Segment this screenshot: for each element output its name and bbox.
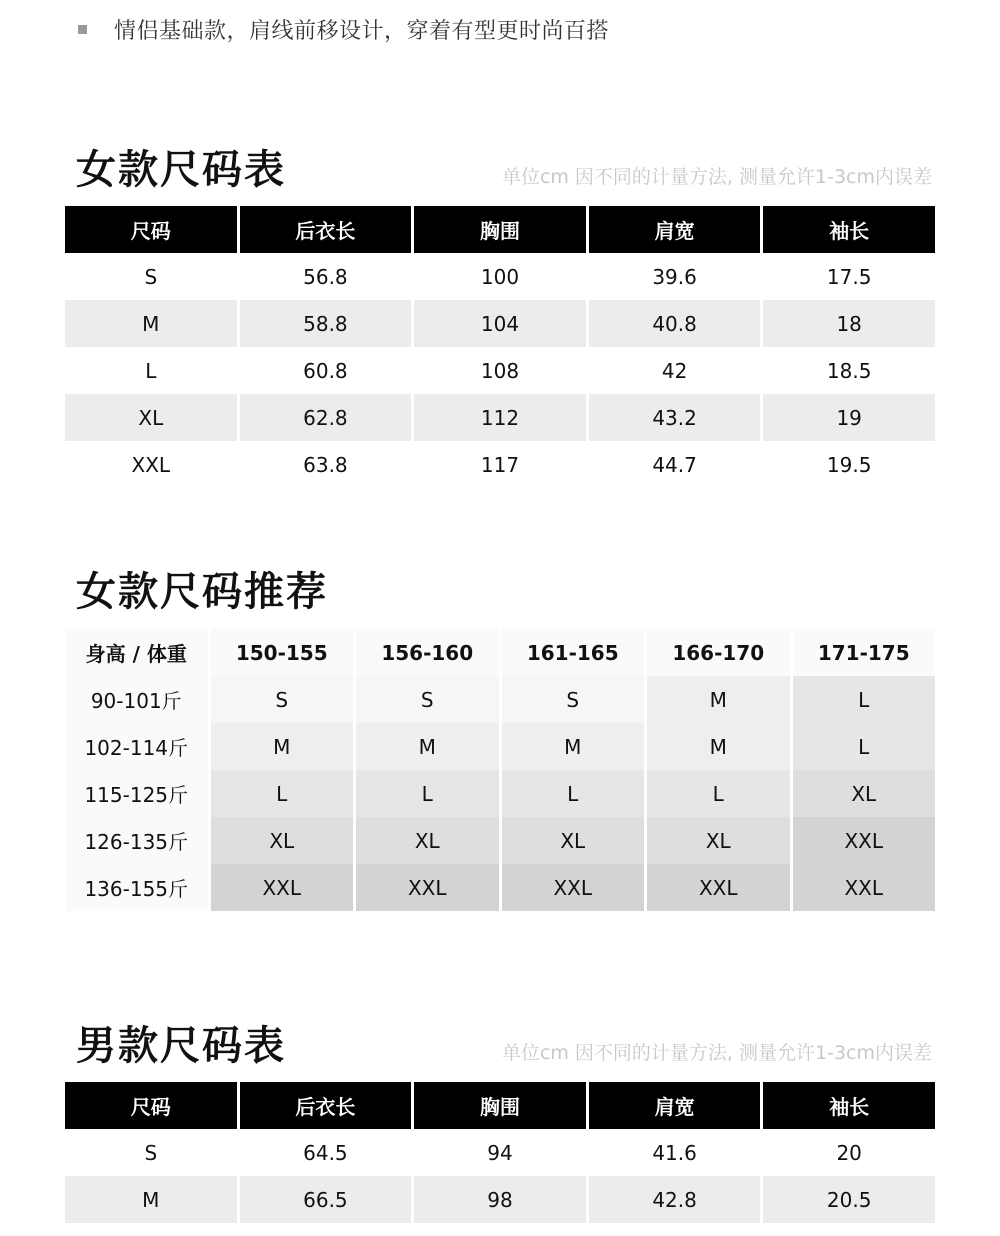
feature-text: 情侣基础款，肩线前移设计，穿着有型更时尚百搭	[114, 19, 610, 44]
size-cell: L	[793, 723, 936, 770]
size-cell: M	[647, 723, 790, 770]
header-sleeve: 袖长	[763, 1082, 935, 1129]
table-cell: 63.8	[303, 452, 348, 477]
header-length: 后衣长	[240, 206, 412, 253]
women-size-note: 单位cm 因不同的计量方法, 测量允许1-3cm内误差	[501, 166, 932, 188]
men-size-title: 男款尺码表	[76, 1023, 286, 1069]
table-row	[65, 770, 935, 817]
table-header-row	[65, 1082, 935, 1129]
header-shoulder: 肩宽	[589, 1082, 761, 1129]
table-header-row	[65, 206, 935, 253]
table-cell: 43.2	[589, 394, 761, 441]
table-cell: 40.8	[589, 300, 761, 347]
table-cell: 94	[487, 1140, 513, 1165]
size-cell: L	[211, 770, 354, 817]
header-height-range: 166-170	[647, 629, 790, 676]
men-size-note: 单位cm 因不同的计量方法, 测量允许1-3cm内误差	[501, 1042, 932, 1064]
table-cell: 39.6	[652, 264, 697, 289]
table-cell: 56.8	[303, 264, 348, 289]
header-length: 后衣长	[240, 1082, 412, 1129]
table-cell: 20.5	[763, 1176, 935, 1223]
header-sleeve: 袖长	[763, 206, 935, 253]
women-recommend-title: 女款尺码推荐	[76, 569, 328, 615]
header-height-range: 171-175	[793, 629, 936, 676]
header-chest: 胸围	[414, 206, 586, 253]
header-shoulder: 肩宽	[589, 206, 761, 253]
size-cell: M	[647, 676, 790, 723]
size-cell: L	[793, 676, 936, 723]
table-cell: 112	[414, 394, 586, 441]
size-cell: XXL	[793, 864, 936, 911]
header-height-range: 161-165	[502, 629, 645, 676]
size-cell: L	[356, 770, 499, 817]
table-cell: 100	[480, 264, 520, 289]
table-row	[65, 864, 935, 911]
table-cell: 60.8	[303, 358, 348, 383]
table-cell: 20	[836, 1140, 862, 1165]
table-header-row	[65, 629, 935, 676]
size-cell: XXL	[356, 864, 499, 911]
table-cell: XL	[65, 394, 237, 441]
size-cell: XL	[356, 817, 499, 864]
table-cell: 18.5	[826, 358, 872, 383]
table-row	[65, 723, 935, 770]
size-cell: M	[502, 723, 645, 770]
table-row	[65, 1176, 935, 1223]
size-cell: S	[502, 676, 645, 723]
men-size-table	[62, 1082, 938, 1223]
table-row	[65, 253, 935, 300]
table-cell: 17.5	[826, 264, 872, 289]
size-cell: L	[647, 770, 790, 817]
table-cell: 41.6	[652, 1140, 697, 1165]
size-cell: L	[502, 770, 645, 817]
feature-line	[78, 14, 609, 45]
table-row	[65, 817, 935, 864]
table-cell: 104	[414, 300, 586, 347]
header-height-range: 156-160	[356, 629, 499, 676]
table-cell: 42	[661, 358, 688, 383]
weight-label: 115-125斤	[65, 770, 208, 817]
table-row	[65, 347, 935, 394]
women-recommend-table	[62, 629, 938, 911]
table-cell: 64.5	[303, 1140, 348, 1165]
size-cell: S	[356, 676, 499, 723]
size-cell: XXL	[502, 864, 645, 911]
size-cell: XL	[647, 817, 790, 864]
table-cell: S	[144, 1140, 158, 1165]
size-cell: XL	[211, 817, 354, 864]
women-size-title: 女款尺码表	[76, 147, 286, 193]
size-cell: S	[211, 676, 354, 723]
table-cell: 18	[763, 300, 935, 347]
table-cell: S	[144, 264, 158, 289]
table-row	[65, 676, 935, 723]
table-cell: M	[65, 300, 237, 347]
size-cell: M	[211, 723, 354, 770]
size-cell: M	[356, 723, 499, 770]
table-cell: 19	[763, 394, 935, 441]
weight-label: 102-114斤	[65, 723, 208, 770]
table-row	[65, 1129, 935, 1176]
table-cell: 19.5	[826, 452, 872, 477]
header-height-range: 150-155	[211, 629, 354, 676]
size-cell: XXL	[211, 864, 354, 911]
table-cell: 98	[414, 1176, 586, 1223]
header-height-weight: 身高 / 体重	[65, 629, 208, 676]
size-cell: XL	[793, 770, 936, 817]
weight-label: 136-155斤	[65, 864, 208, 911]
table-row	[65, 300, 935, 347]
table-row	[65, 441, 935, 488]
table-cell: 44.7	[652, 452, 697, 477]
table-cell: 42.8	[589, 1176, 761, 1223]
size-cell: XXL	[647, 864, 790, 911]
table-cell: M	[65, 1176, 237, 1223]
weight-label: 126-135斤	[65, 817, 208, 864]
size-cell: XL	[502, 817, 645, 864]
table-cell: 58.8	[240, 300, 412, 347]
women-size-table	[62, 206, 938, 488]
header-size: 尺码	[65, 1082, 237, 1129]
table-cell: 108	[480, 358, 520, 383]
weight-label: 90-101斤	[65, 676, 208, 723]
table-cell: XXL	[131, 452, 171, 477]
table-cell: L	[145, 358, 157, 383]
table-cell: 117	[480, 452, 520, 477]
table-row	[65, 394, 935, 441]
header-chest: 胸围	[414, 1082, 586, 1129]
square-bullet-icon	[78, 25, 87, 34]
table-cell: 66.5	[240, 1176, 412, 1223]
header-size: 尺码	[65, 206, 237, 253]
size-cell: XXL	[793, 817, 936, 864]
table-cell: 62.8	[240, 394, 412, 441]
